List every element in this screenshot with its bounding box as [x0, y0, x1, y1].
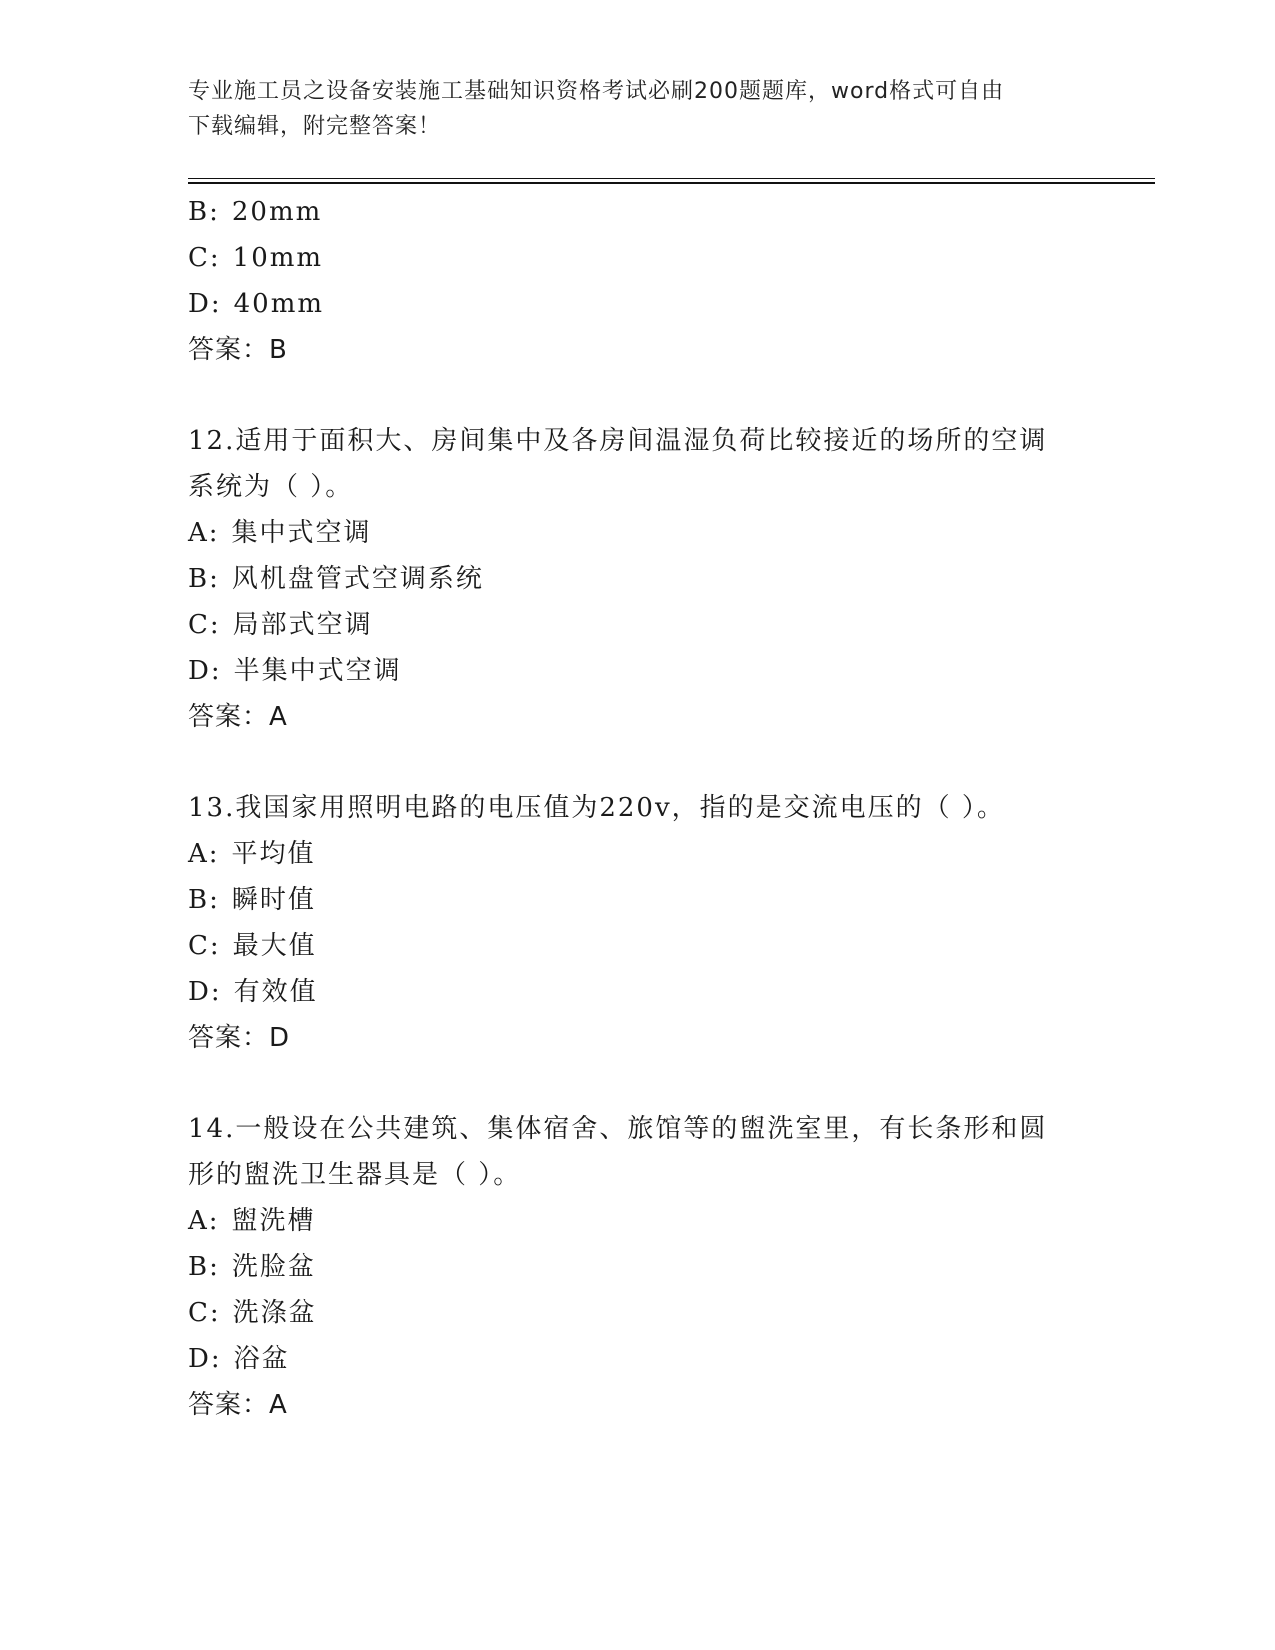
question-14 [188, 1106, 1088, 1428]
option-b: B: 瞬时值 [188, 885, 316, 915]
answer-label: 答案：A [188, 702, 288, 732]
option-b: B: 20mm [188, 197, 323, 227]
header-divider-thin [188, 178, 1155, 179]
option-d: D: 40mm [188, 289, 325, 319]
option-b: B: 风机盘管式空调系统 [188, 564, 484, 594]
answer-label: 答案：D [188, 1023, 291, 1053]
header-title-line-2: 下载编辑，附完整答案！ [188, 114, 442, 139]
question-13 [188, 785, 1088, 1061]
document-header [188, 74, 1068, 144]
option-b: B: 洗脸盆 [188, 1252, 316, 1282]
spacer [188, 1061, 1088, 1106]
header-title-line-1: 专业施工员之设备安装施工基础知识资格考试必刷200题题库，word格式可自由 [188, 79, 1005, 104]
option-c: C: 局部式空调 [188, 610, 373, 640]
answer-label: 答案：B [188, 335, 288, 365]
option-a: A: 盥洗槽 [188, 1206, 316, 1236]
question-stem: 14.一般设在公共建筑、集体宿舍、旅馆等的盥洗室里，有长条形和圆 形的盥洗卫生器具是（ ）。 [188, 1114, 1048, 1190]
question-stem: 13.我国家用照明电路的电压值为220v，指的是交流电压的（ ）。 [188, 793, 1005, 823]
header-divider-thick [188, 182, 1155, 184]
question-11 [188, 189, 1088, 373]
question-stem: 12.适用于面积大、房间集中及各房间温湿负荷比较接近的场所的空调 系统为（ ）。 [188, 426, 1048, 502]
answer-label: 答案：A [188, 1390, 288, 1420]
question-list [188, 189, 1088, 1428]
option-c: C: 最大值 [188, 931, 317, 961]
option-a: A: 集中式空调 [188, 518, 372, 548]
option-a: A: 平均值 [188, 839, 316, 869]
question-12 [188, 418, 1088, 740]
spacer [188, 373, 1088, 418]
option-d: D: 半集中式空调 [188, 656, 402, 686]
option-d: D: 有效值 [188, 977, 318, 1007]
option-c: C: 10mm [188, 243, 324, 273]
option-c: C: 洗涤盆 [188, 1298, 317, 1328]
option-d: D: 浴盆 [188, 1344, 290, 1374]
spacer [188, 740, 1088, 785]
